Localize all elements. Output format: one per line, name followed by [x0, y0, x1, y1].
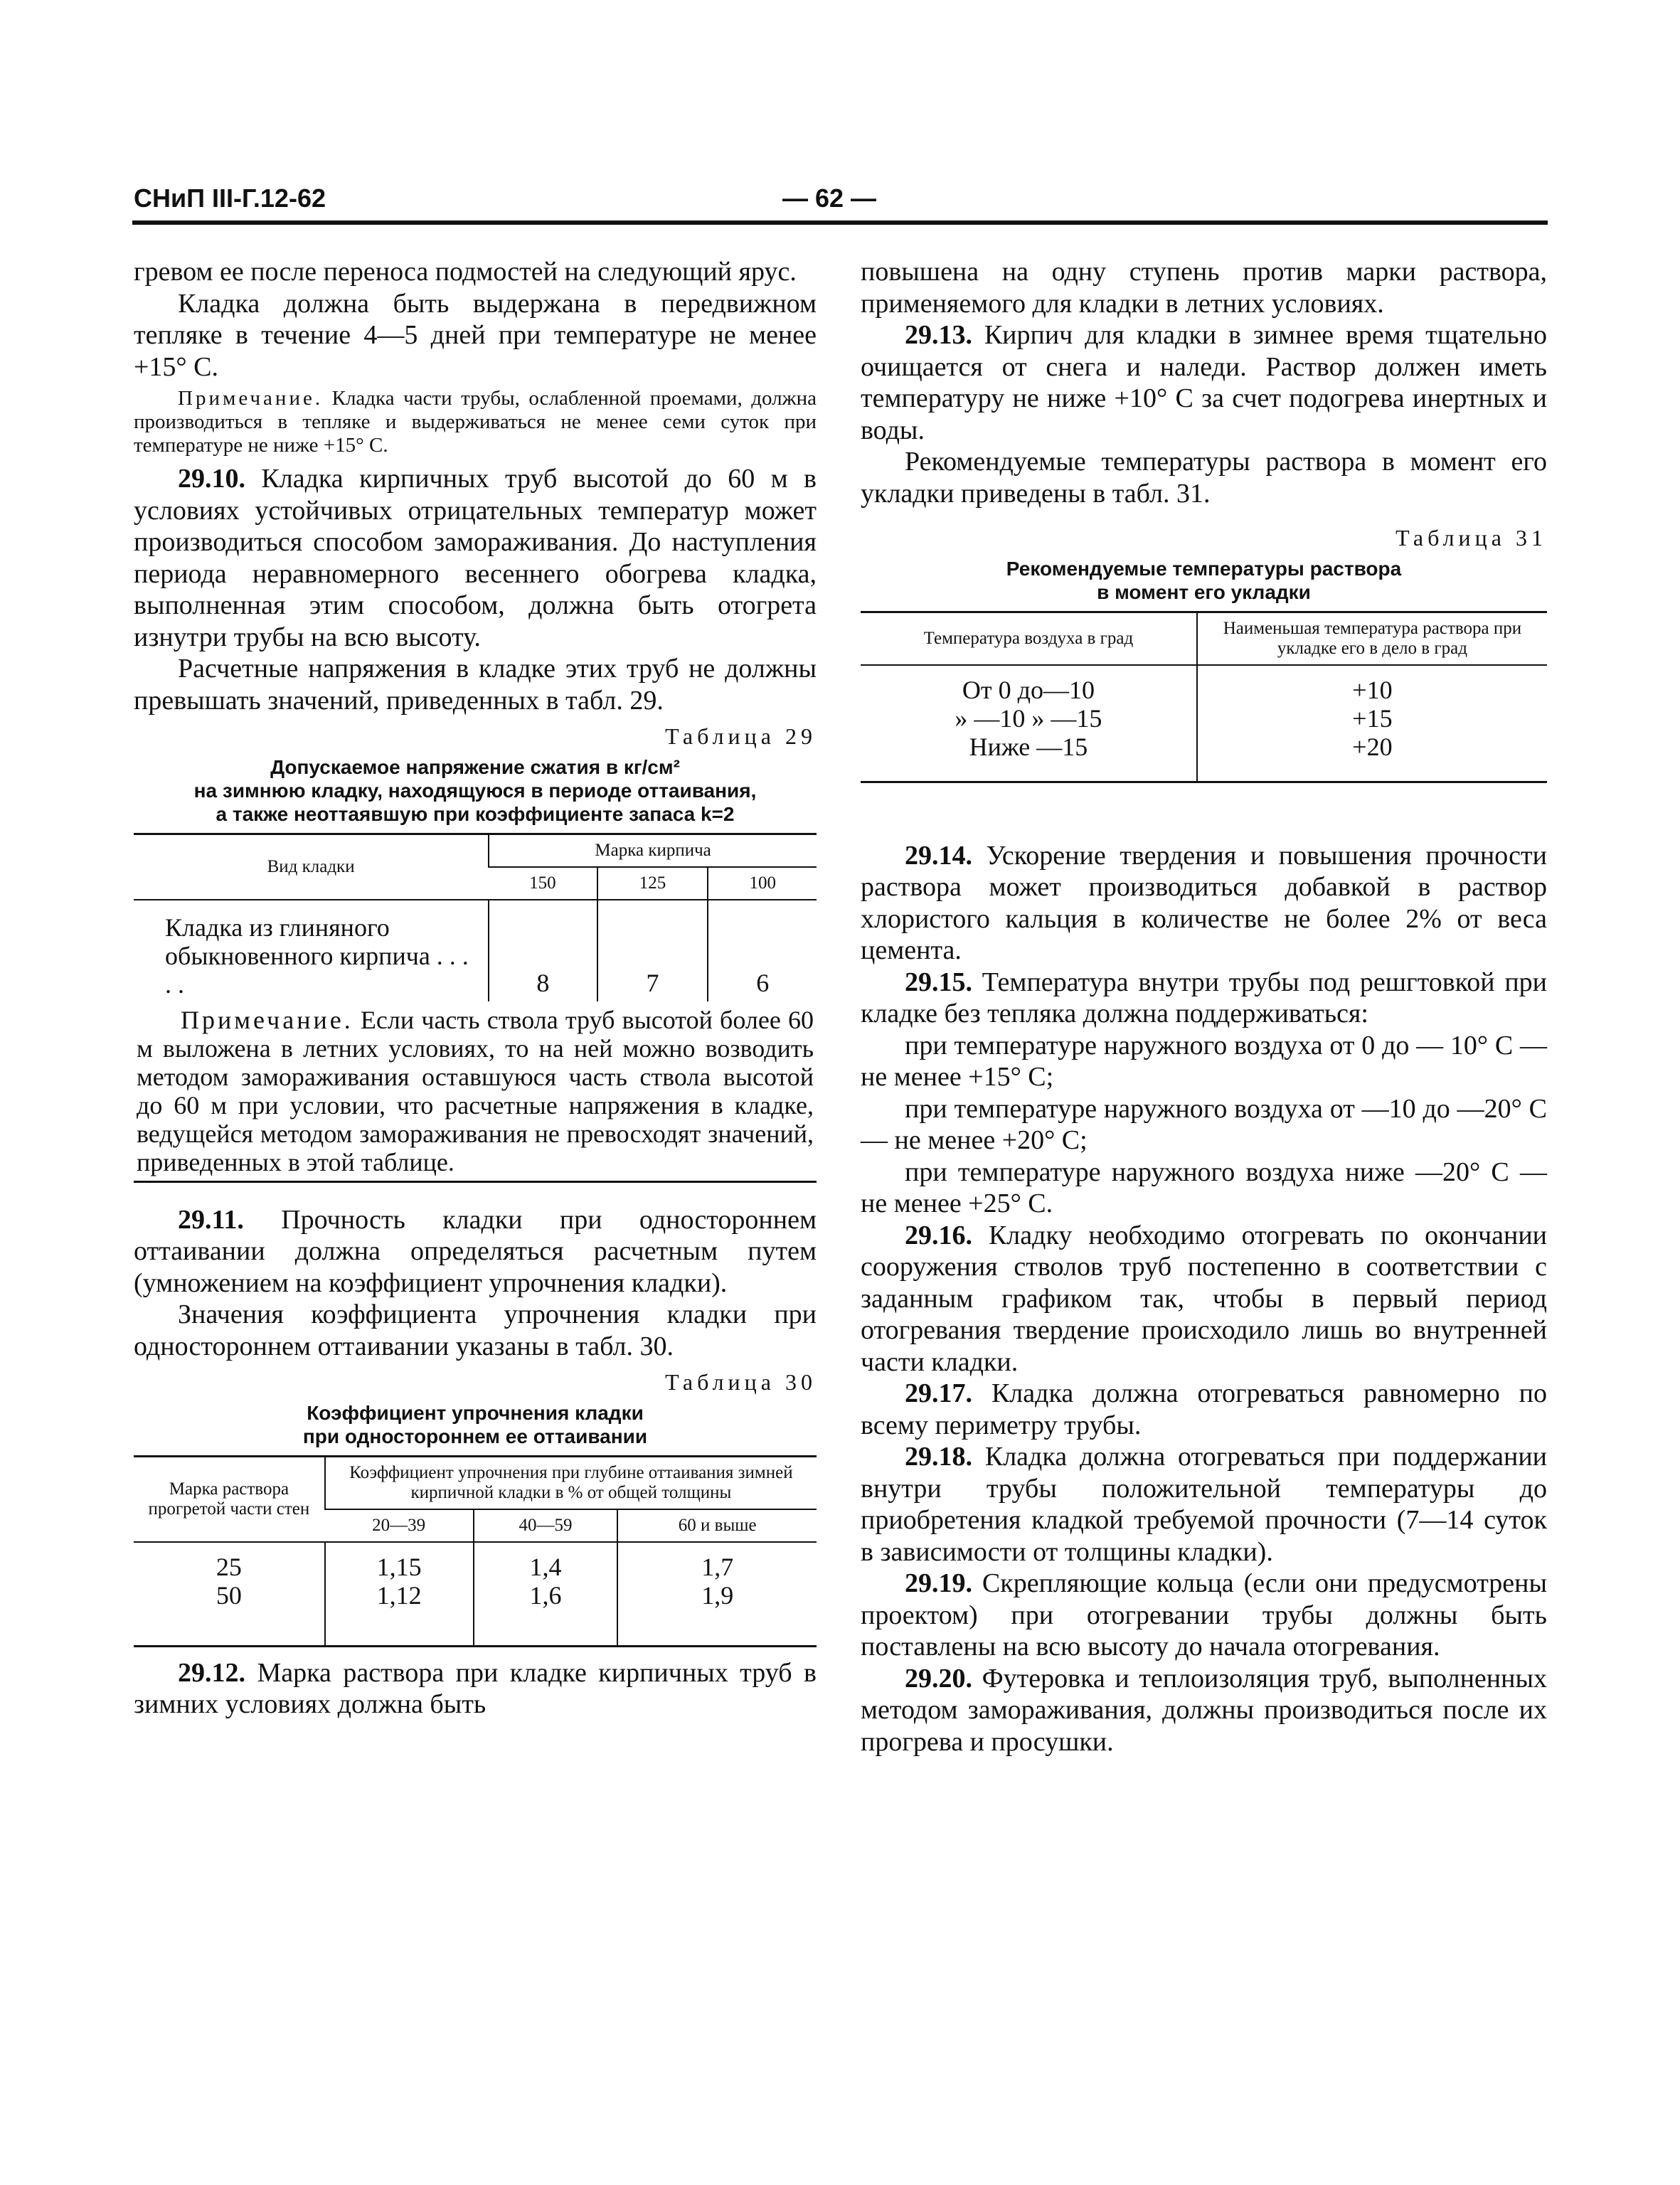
cell-value: 1,9 [701, 1580, 734, 1610]
title-line: на зимнюю кладку, находящуюся в периоде оттаивания, [193, 779, 757, 802]
table-30-title [134, 1401, 817, 1448]
table-cell [1197, 665, 1547, 782]
cell-value: 1,6 [529, 1580, 562, 1610]
clause-text: Кладку необходимо отогревать по окончании сооружения стволов труб постепенно в соответствии с заданным графиком так, чтобы в первый период отогревания твердение происходило лишь во внутренней части кладки. [861, 1220, 1547, 1377]
paragraph: при температуре наружного воздуха ниже —20° С — не менее +25° С. [861, 1157, 1547, 1218]
clause-number: 29.15. [905, 967, 972, 997]
paragraph: при температуре наружного воздуха от —10 до —20° С — не менее +20° С; [861, 1093, 1547, 1155]
cell-value: +20 [1352, 732, 1393, 761]
clause-number: 29.17. [905, 1378, 972, 1408]
clause-text: Кирпич для кладки в зимнее время тщательно очищается от снега и наледи. Раствор должен иметь температуру не ниже +10° С за счет подогрева инертных и воды. [861, 320, 1547, 445]
page-header [134, 184, 1546, 219]
clause-text: Футеровка и теплоизоляция труб, выполненных методом замораживания, должны производиться после их прогрева и просушки. [861, 1663, 1547, 1757]
table-cell: Кладка из глиняного обыкновенного кирпича . . . . . [165, 913, 469, 999]
clause-number: 29.16. [905, 1220, 972, 1250]
cell-value: +15 [1352, 703, 1393, 733]
cell-value: +10 [1352, 675, 1393, 704]
clause-text: Кладка кирпичных труб высотой до 60 м в условиях устойчивых отрицательных температур может производиться способом замораживания. До наступления периода неравномерного весеннего обогрева кладка, выполненная этим способом, должна быть отогрета изнутри трубы на всю высоту. [134, 464, 817, 652]
clause-29-12 [134, 1657, 817, 1721]
table-cell [134, 1542, 325, 1647]
note-text: Кладка части трубы, ослабленной проемами, должна производиться в тепляке и выдерживаться не менее семи суток при температуре не ниже +15° С. [134, 387, 817, 457]
cell-value: От 0 до—10 [962, 675, 1095, 704]
table-cell [617, 1542, 817, 1647]
paragraph: Кладка должна быть выдержана в передвижном тепляке в течение 4—5 дней при температуре не менее +15° С. [134, 288, 817, 382]
paragraph: Рекомендуемые температуры раствора в момент его укладки приведены в табл. 31. [861, 447, 1547, 509]
table-note [134, 1001, 817, 1182]
clause-text: Марка раствора при кладке кирпичных труб в зимних условиях должна быть [134, 1657, 817, 1719]
column-header: 60 и выше [617, 1509, 817, 1542]
table-31-label: Таблица 31 [1395, 525, 1547, 551]
column-header: 150 [489, 867, 597, 900]
table-row [861, 665, 1547, 782]
cell-value: 1,15 [376, 1552, 422, 1581]
note-text: Если часть ствола труб высотой более 60 м выложена в летних условиях, то на ней можно возводить методом замораживания оставшуюся часть ствола высотой до 60 м при условии, что расчетные напряжения в кладке, ведущейся методом замораживания не превосходят значений, приведенных в этой таблице. [137, 1005, 814, 1176]
clause-text: Прочность кладки при одностороннем оттаивании должна определяться расчетным путем (умножением на коэффициент упрочнения кладки). [134, 1204, 817, 1298]
paragraph: при температуре наружного воздуха от 0 до — 10° С — не менее +15° С; [861, 1030, 1547, 1092]
title-line: а также неоттаявшую при коэффициенте запаса k=2 [216, 802, 735, 825]
clause-29-17 [861, 1378, 1547, 1441]
table-cell [474, 1542, 618, 1647]
title-line: Рекомендуемые температуры раствора [1006, 557, 1402, 580]
table-31 [861, 611, 1547, 783]
column-header: Марка раствора прогретой части стен [134, 1456, 325, 1542]
clause-number: 29.13. [905, 320, 972, 350]
clause-number: 29.10. [178, 464, 245, 494]
table-cell [861, 665, 1197, 782]
column-header: 40—59 [474, 1509, 618, 1542]
header-rule [132, 220, 1548, 225]
clause-29-13 [861, 319, 1547, 446]
clause-29-18 [861, 1441, 1547, 1568]
left-column [134, 256, 817, 1721]
table-30 [134, 1455, 817, 1647]
column-header: Температура воздуха в град [861, 612, 1197, 665]
clause-number: 29.14. [905, 840, 972, 871]
note-label: Примечание. [181, 1005, 353, 1034]
title-line: в момент его укладки [1097, 580, 1311, 603]
column-header: Марка кирпича [489, 834, 817, 867]
clause-29-16 [861, 1220, 1547, 1378]
clause-29-19 [861, 1568, 1547, 1663]
note [134, 387, 817, 457]
column-header: Вид кладки [134, 834, 489, 900]
cell-value: 25 [216, 1552, 242, 1581]
column-header: 20—39 [325, 1509, 474, 1542]
clause-number: 29.18. [905, 1442, 972, 1472]
clause-text: Кладка должна отогреваться равномерно по всему периметру трубы. [861, 1378, 1547, 1440]
paragraph: Расчетные напряжения в кладке этих труб не должны превышать значений, приведенных в табл. 29. [134, 654, 817, 716]
document-code: СНиП III-Г.12-62 [134, 184, 326, 213]
clause-number: 29.19. [905, 1568, 972, 1598]
table-30-label: Таблица 30 [665, 1369, 817, 1395]
clause-number: 29.11. [178, 1204, 244, 1235]
title-line: при одностороннем ее оттаивании [302, 1425, 648, 1447]
clause-text: Скрепляющие кольца (если они предусмотрены проектом) при отогревании трубы должны быть поставлены на всю высоту до начала отогревания. [861, 1568, 1547, 1662]
cell-value: 1,12 [376, 1580, 422, 1610]
clause-text: Температура внутри трубы под решгтовкой при кладке без тепляка должна поддерживаться: [861, 967, 1547, 1028]
column-header: 100 [708, 867, 817, 900]
clause-text: Ускорение твердения и повышения прочности раствора может производиться добавкой в раствор хлористого кальция в количестве не более 2% от веса цемента. [861, 840, 1547, 965]
table-29 [134, 833, 817, 1183]
clause-text: Кладка должна отогреваться при поддержании внутри трубы положительной температуры до приобретения кладкой требуемой прочности (7—14 суток в зависимости от толщины кладки). [861, 1442, 1547, 1567]
paragraph: Значения коэффициента упрочнения кладки при одностороннем оттаивании указаны в табл. 30. [134, 1299, 817, 1361]
table-31-title [861, 557, 1547, 604]
paragraph: повышена на одну ступень против марки раствора, применяемого для кладки в летних условиях. [861, 257, 1547, 319]
title-line: Допускаемое напряжение сжатия в кг/см² [270, 755, 680, 778]
cell-value: 1,4 [529, 1552, 562, 1581]
table-cell: 7 [597, 900, 708, 1001]
column-header: Наименьшая температура раствора при укладке его в дело в град [1197, 612, 1547, 665]
note-label: Примечание. [178, 387, 324, 410]
table-row [134, 900, 817, 1001]
clause-29-15 [861, 967, 1547, 1030]
cell-value: 1,7 [701, 1552, 734, 1581]
title-line: Коэффициент упрочнения кладки [307, 1401, 644, 1424]
table-row [134, 1542, 817, 1647]
clause-29-11 [134, 1204, 817, 1299]
cell-value: » —10 » —15 [955, 703, 1102, 733]
table-cell [325, 1542, 474, 1647]
cell-value: 50 [216, 1580, 242, 1610]
column-header: Коэффициент упрочнения при глубине оттаивания зимней кирпичной кладки в % от общей толщины [325, 1456, 817, 1509]
table-29-label: Таблица 29 [665, 723, 817, 749]
paragraph: гревом ее после переноса подмостей на следующий ярус. [134, 257, 797, 287]
clause-number: 29.12. [178, 1657, 245, 1688]
cell-value: Ниже —15 [969, 732, 1088, 761]
table-cell: 8 [489, 900, 597, 1001]
table-cell: 6 [708, 900, 817, 1001]
clause-number: 29.20. [905, 1663, 972, 1694]
table-29-title [134, 755, 817, 826]
column-header: 125 [597, 867, 708, 900]
page-number: — 62 — [782, 184, 877, 213]
clause-29-20 [861, 1663, 1547, 1758]
clause-29-10 [134, 463, 817, 653]
right-column [861, 256, 1547, 1758]
clause-29-14 [861, 840, 1547, 967]
